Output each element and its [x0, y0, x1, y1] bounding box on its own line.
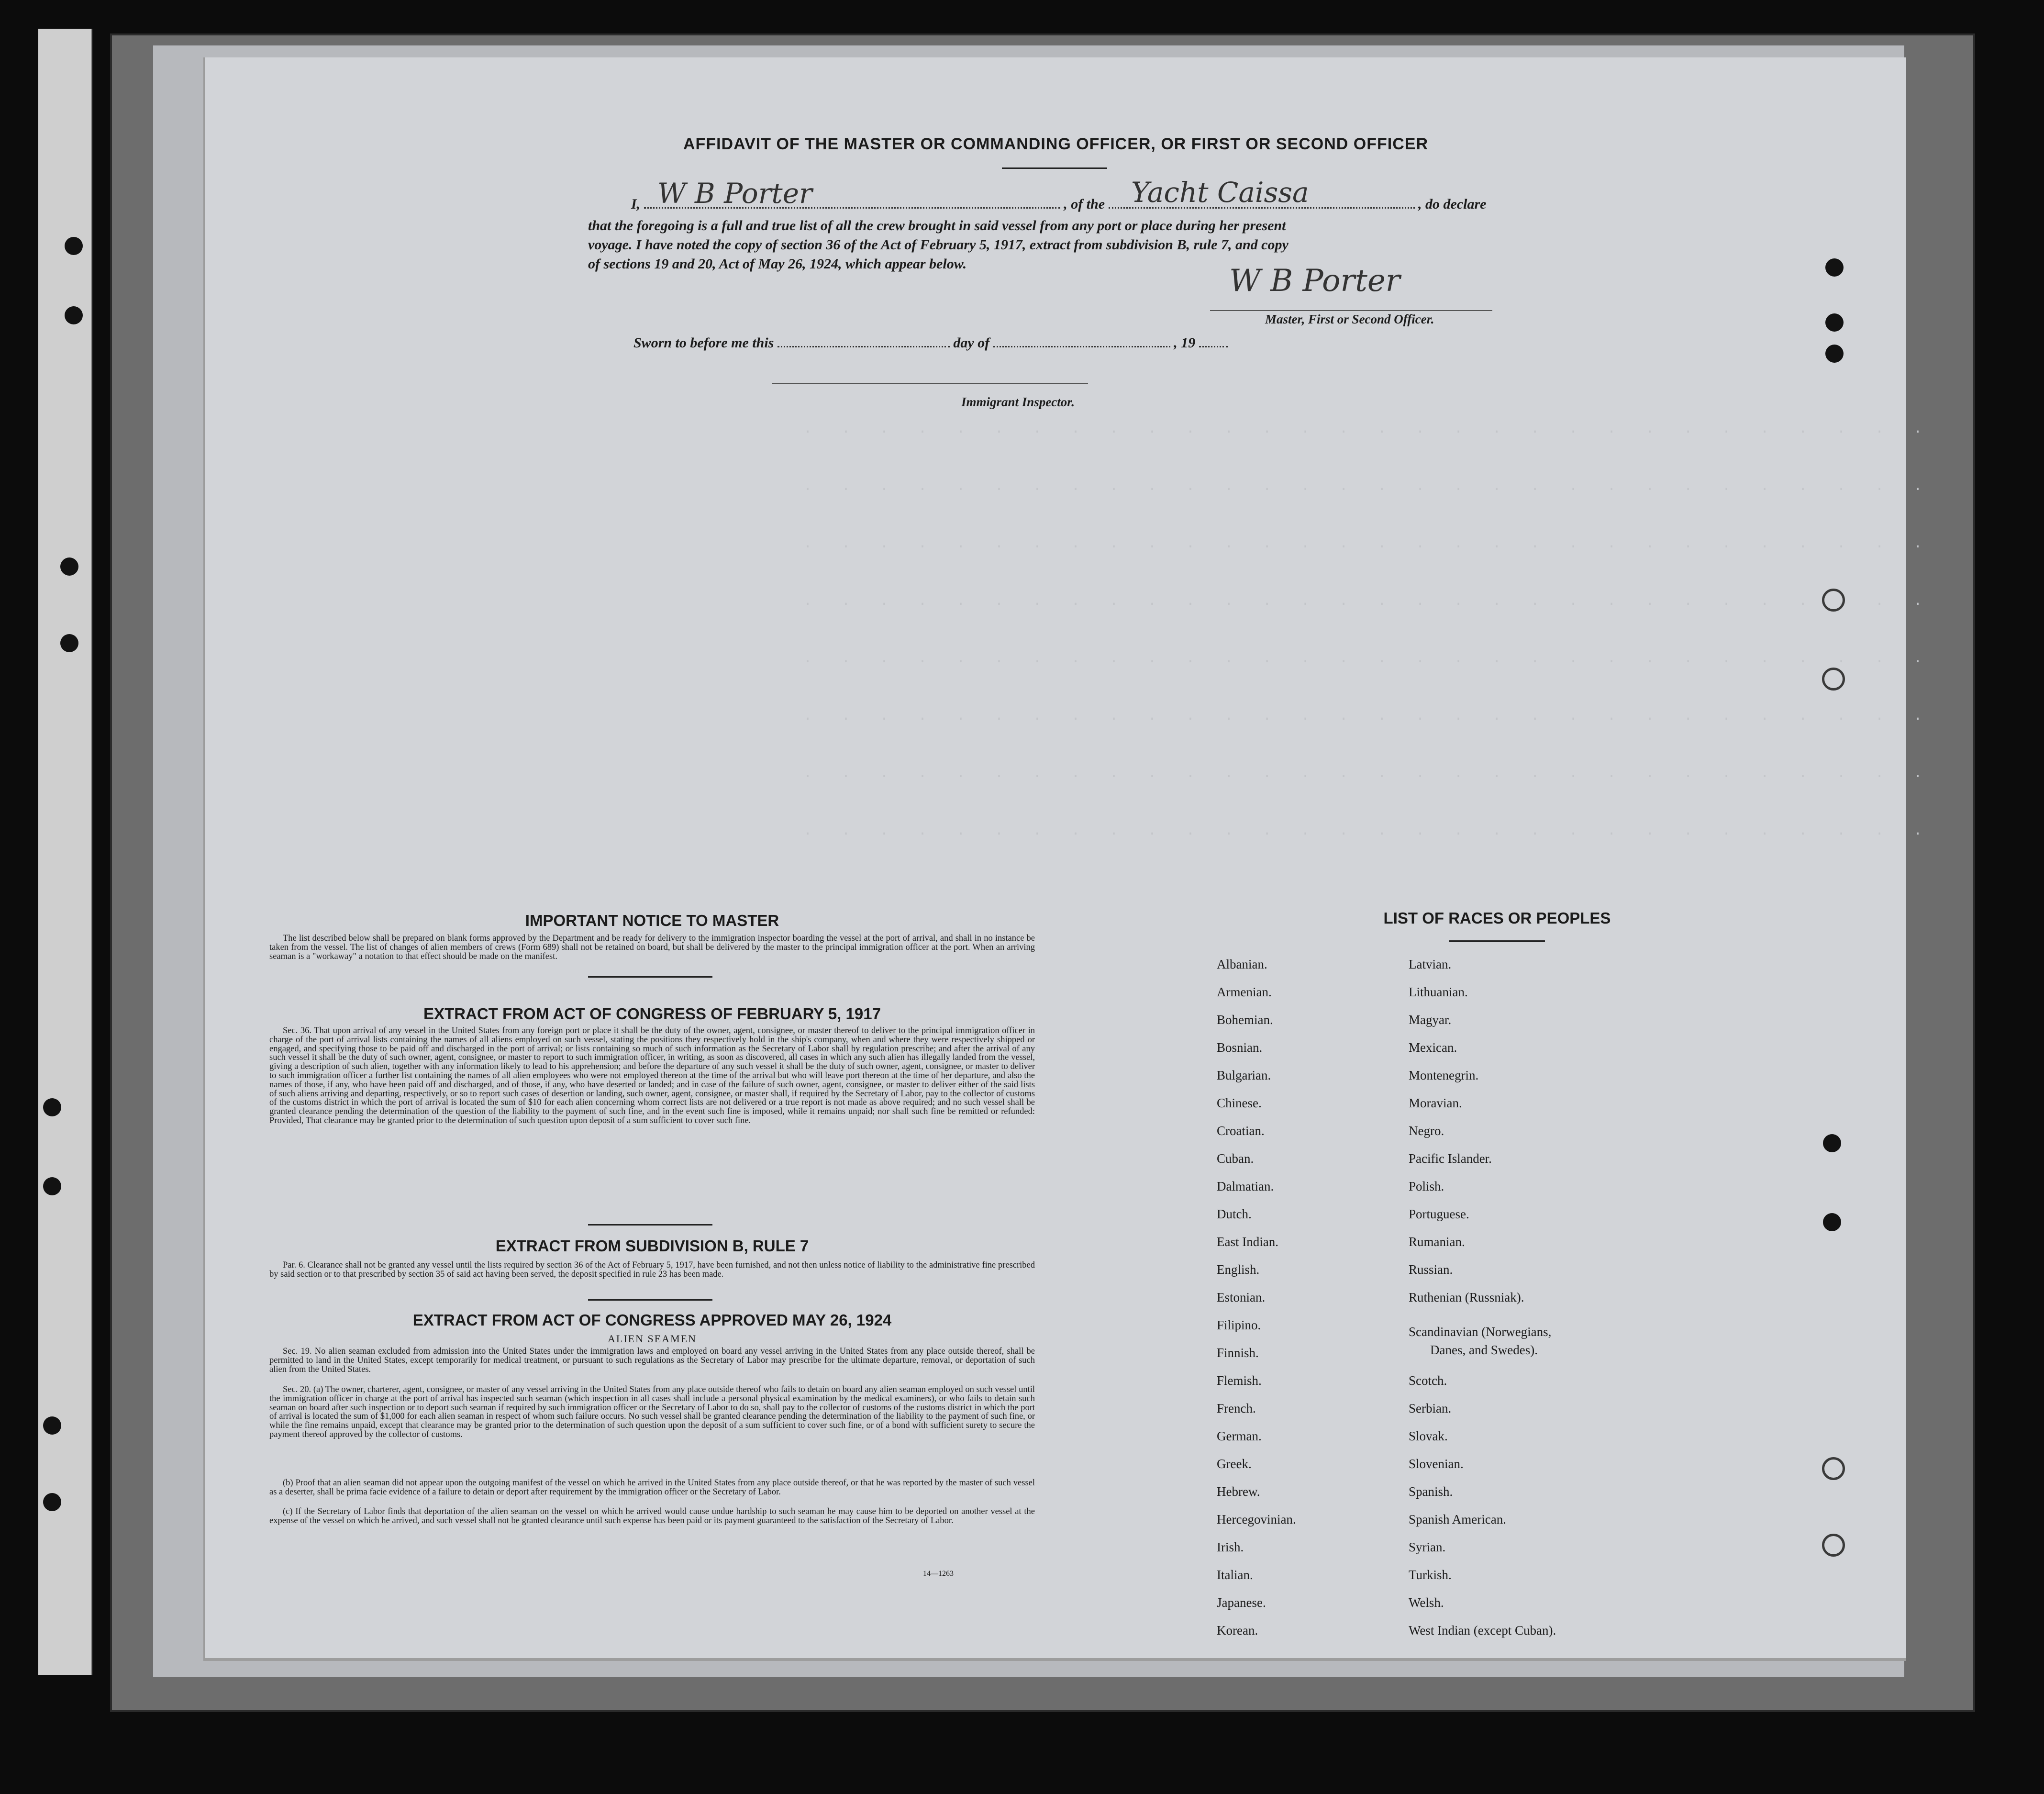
- binder-hole: [1822, 1457, 1845, 1480]
- race-item: Italian.: [1217, 1568, 1253, 1582]
- race-item: Flemish.: [1217, 1373, 1262, 1388]
- race-item: Syrian.: [1409, 1540, 1446, 1554]
- declaration-prefix: I,: [631, 196, 641, 212]
- notice-text: The list described below shall be prepared on blank forms approved by the Department and be ready for delivery to the immigration inspector boarding the vessel at the port of arrival, and shall in no instance be taken from the vessel. The list of changes of alien members of crews (Form 689) shall not be retained on board, but shall be delivered by the master to the principal immigration officer at the port. When an arriving seaman is a "workaway" a notation to that effect should be made on the manifest.: [269, 934, 1035, 961]
- race-item: Hebrew.: [1217, 1484, 1260, 1499]
- sec20c-text: (c) If the Secretary of Labor finds that deportation of the alien seaman on the vessel on which he arrived would cause undue hardship to such seaman he may cause him to be deported on another vessel at the expense of the vessel on which he arrived, and such vessel shall not be granted clearance until such expense has been paid or its payment guaranteed to the satisfaction of the Secretary of Labor.: [269, 1507, 1035, 1526]
- extract-1924-heading: EXTRACT FROM ACT OF CONGRESS APPROVED MAY 26, 1924: [412, 1311, 892, 1329]
- race-item: French.: [1217, 1401, 1256, 1415]
- race-item: Cuban.: [1217, 1151, 1254, 1166]
- divider: [1449, 940, 1545, 942]
- inspector-caption: Immigrant Inspector.: [961, 395, 1075, 409]
- race-item: Negro.: [1409, 1124, 1444, 1138]
- race-item: Polish.: [1409, 1179, 1444, 1193]
- race-item: Finnish.: [1217, 1346, 1259, 1360]
- race-item: Lithuanian.: [1409, 985, 1468, 999]
- binder-hole: [60, 557, 78, 576]
- race-item: Bulgarian.: [1217, 1068, 1271, 1082]
- sworn-prefix: Sworn to before me this: [633, 335, 774, 351]
- sec20b-text: (b) Proof that an alien seaman did not appear upon the outgoing manifest of the vessel on which he arrived in the United States from any place outside thereof, or that he was reported by the master of such vessel as a deserter, shall be prima facie evidence of a failure to detain or deport after requirement by the immigration officer or the Secretary of Labor.: [269, 1478, 1035, 1497]
- divider: [588, 1299, 712, 1301]
- race-item: Welsh.: [1409, 1595, 1444, 1610]
- binder-hole: [1822, 668, 1845, 691]
- divider: [588, 1224, 712, 1226]
- race-item: Korean.: [1217, 1623, 1258, 1638]
- race-item: Magyar.: [1409, 1013, 1452, 1027]
- bleed-through-rows: . . . . . . . . . . . . . . . . . . . . . . . . . . . . . .: [803, 479, 1933, 495]
- race-item: Montenegrin.: [1409, 1068, 1479, 1082]
- rule7-heading: EXTRACT FROM SUBDIVISION B, RULE 7: [495, 1237, 809, 1255]
- race-item: Scotch.: [1409, 1373, 1447, 1388]
- form-page: [203, 57, 1933, 1661]
- sworn-day-label: day of: [953, 335, 990, 351]
- bleed-through-rows: . . . . . . . . . . . . . . . . . . . . . . . . . . . . . .: [803, 708, 1933, 724]
- race-item: Scandinavian (Norwegians,: [1409, 1325, 1552, 1339]
- binder-hole: [43, 1098, 61, 1116]
- form-code: 14—1263: [923, 1570, 954, 1578]
- bleed-through-rows: . . . . . . . . . . . . . . . . . . . . . . . . . . . . . .: [803, 651, 1933, 667]
- inspector-signature-line: [772, 383, 1088, 384]
- sworn-date-field[interactable]: [778, 346, 950, 347]
- binder-hole: [1825, 345, 1844, 363]
- race-item: Rumanian.: [1409, 1235, 1465, 1249]
- sworn-year-field[interactable]: [1199, 346, 1228, 347]
- binder-hole: [43, 1177, 61, 1195]
- sworn-line: [633, 335, 1228, 351]
- race-item: Turkish.: [1409, 1568, 1452, 1582]
- race-item: Moravian.: [1409, 1096, 1462, 1110]
- race-item: Slovak.: [1409, 1429, 1448, 1443]
- race-item: Mexican.: [1409, 1040, 1457, 1055]
- race-item: Greek.: [1217, 1457, 1252, 1471]
- race-item: German.: [1217, 1429, 1262, 1443]
- race-item: Irish.: [1217, 1540, 1244, 1554]
- race-item: Dalmatian.: [1217, 1179, 1274, 1193]
- sec19-text: Sec. 19. No alien seaman excluded from admission into the United States under the immigration laws and employed on board any vessel arriving in the United States from any place outside thereof, shall be permitted to land in the United States, except temporarily for medical treatment, or pursuant to such regulations as the Secretary of Labor may prescribe for the ultimate departure, removal, or deportation of such alien from the United States.: [269, 1347, 1035, 1374]
- race-item: Filipino.: [1217, 1318, 1261, 1332]
- master-signature: W B Porter: [1229, 263, 1400, 299]
- divider: [588, 976, 712, 978]
- binder-hole: [65, 306, 83, 324]
- race-item: Bohemian.: [1217, 1013, 1273, 1027]
- rule7-text: Par. 6. Clearance shall not be granted any vessel until the lists required by section 36 of the Act of February 5, 1917, have been furnished, and not then unless notice of liability to the administrative fine prescribed by said section or to that prescribed by section 35 of said act having been served, the deposit specified in rule 23 has been made.: [269, 1260, 1035, 1279]
- bleed-through-rows: . . . . . . . . . . . . . . . . . . . . . . . . . . . . . .: [803, 536, 1933, 552]
- race-item: Ruthenian (Russniak).: [1409, 1290, 1524, 1304]
- race-item: Portuguese.: [1409, 1207, 1469, 1221]
- race-item: Japanese.: [1217, 1595, 1266, 1610]
- race-item: Bosnian.: [1217, 1040, 1263, 1055]
- race-item: Dutch.: [1217, 1207, 1252, 1221]
- race-item: English.: [1217, 1262, 1260, 1277]
- race-item: West Indian (except Cuban).: [1409, 1623, 1556, 1638]
- race-item: Hercegovinian.: [1217, 1512, 1296, 1527]
- vessel-name-handwriting: Yacht Caissa: [1131, 176, 1309, 209]
- binder-hole: [1823, 1134, 1841, 1152]
- master-name-handwriting: W B Porter: [657, 177, 812, 210]
- binder-hole: [43, 1416, 61, 1435]
- race-item: Pacific Islander.: [1409, 1151, 1492, 1166]
- declaration-line-4: of sections 19 and 20, Act of May 26, 1924, which appear below.: [588, 256, 967, 272]
- heading-rule: [1002, 167, 1107, 169]
- binder-hole: [1825, 258, 1844, 277]
- race-item: Russian.: [1409, 1262, 1453, 1277]
- race-item: Serbian.: [1409, 1401, 1452, 1415]
- bleed-through-rows: . . . . . . . . . . . . . . . . . . . . . . . . . . . . . .: [803, 823, 1933, 839]
- notice-heading: IMPORTANT NOTICE TO MASTER: [525, 912, 779, 929]
- declaration-suffix: , do declare: [1418, 196, 1487, 212]
- races-heading: LIST OF RACES OR PEOPLES: [1383, 909, 1611, 927]
- race-item: Slovenian.: [1409, 1457, 1464, 1471]
- binder-hole: [1825, 313, 1844, 332]
- race-item: Latvian.: [1409, 957, 1452, 971]
- sworn-month-field[interactable]: [993, 346, 1170, 347]
- race-item: Estonian.: [1217, 1290, 1266, 1304]
- race-item: Spanish American.: [1409, 1512, 1506, 1527]
- race-item: Danes, and Swedes).: [1430, 1343, 1538, 1357]
- extract-1917-text: Sec. 36. That upon arrival of any vessel in the United States from any foreign port or place it shall be the duty of the owner, agent, consignee, or master thereof to deliver to the principal immigration officer in charge of the port of arrival lists containing the names of all aliens employed on such vessel, stating the positions they respectively hold in the ship's company, when and where they were respectively shipped or engaged, and specifying those to be paid off and discharged in the port of arrival; or lists containing so much of such information as the Secretary of Labor shall by regulation prescribe; and after the arrival of any such vessel it shall be the duty of such owner, agent, consignee, or master to report to such immigration officer, in writing, as soon as discovered, all cases in which any such alien has illegally landed from the vessel, giving a description of such alien, together with any information likely to lead to his apprehension; and before the departure of any such vessel it shall be the duty of such owner, agent, consignee, or master to deliver to such immigration officer a further list containing the names of all alien employees who were not employed thereon at the time of the arrival but who will leave port thereon at the time of her departure, and also the names of those, if any, who have been paid off and discharged, and of those, if any, who have deserted or landed; and in case of the failure of such owner, agent, consignee, or master to deliver either of the said lists of such aliens arriving and departing, respectively, or so to report such cases of desertion or landing, such owner, agent, consignee, or master shall, if required by the Secretary of Labor, pay to the collector of customs of the customs district in which the port of arrival is located the sum of $10 for each alien concerning whom correct lists are not delivered or a true report is not made as above required; and no such vessel shall be granted clearance pending the determination of the question of the liability to the payment of such fine, and in the event such fine is imposed, while it remains unpaid; nor shall such fine be remitted or refunded: Provided, That clearance may be granted prior to the determination of such question upon deposit of a sum sufficient to cover such fine.: [269, 1026, 1035, 1125]
- declaration-line-3: voyage. I have noted the copy of section 36 of the Act of February 5, 1917, extract from subdivision B, rule 7, and copy: [588, 237, 1289, 253]
- race-item: Armenian.: [1217, 985, 1272, 999]
- race-item: Albanian.: [1217, 957, 1267, 971]
- binder-hole: [60, 634, 78, 652]
- binder-hole: [1822, 589, 1845, 612]
- binder-hole: [43, 1493, 61, 1511]
- signature-line: [1210, 310, 1492, 311]
- declaration-mid: , of the: [1064, 196, 1105, 212]
- race-item: Croatian.: [1217, 1124, 1265, 1138]
- binder-hole: [1823, 1213, 1841, 1231]
- bleed-through-rows: . . . . . . . . . . . . . . . . . . . . . . . . . . . . . .: [803, 421, 1933, 437]
- race-item: Spanish.: [1409, 1484, 1453, 1499]
- extract-1917-heading: EXTRACT FROM ACT OF CONGRESS OF FEBRUARY 5, 1917: [423, 1005, 881, 1023]
- signature-caption: Master, First or Second Officer.: [1265, 312, 1434, 326]
- bleed-through-rows: . . . . . . . . . . . . . . . . . . . . . . . . . . . . . .: [803, 766, 1933, 782]
- race-item: Chinese.: [1217, 1096, 1262, 1110]
- binder-hole: [1822, 1534, 1845, 1557]
- binder-hole: [65, 237, 83, 255]
- alien-seamen-subheading: ALIEN SEAMEN: [608, 1333, 697, 1345]
- race-item: East Indian.: [1217, 1235, 1278, 1249]
- sworn-year-label: , 19: [1174, 335, 1196, 351]
- declaration-line-2: that the foregoing is a full and true list of all the crew brought in said vessel from any port or place during her present: [588, 218, 1286, 234]
- affidavit-heading: AFFIDAVIT OF THE MASTER OR COMMANDING OFFICER, OR FIRST OR SECOND OFFICER: [683, 135, 1428, 153]
- sec20a-text: Sec. 20. (a) The owner, charterer, agent, consignee, or master of any vessel arriving in the United States from any place outside thereof who fails to detain on board any alien seaman employed on such vessel until the immigration officer in charge at the port of arrival has inspected such seaman (which inspection in all cases shall include a personal physical examination by the medical examiners), or who fails to detain such seaman on board after such inspection or to deport such seaman if required by such immigration officer or the Secretary of Labor to do so, shall pay to the collector of customs of the customs district in which the port of arrival is located the sum of $1,000 for each alien seaman in respect of whom such failure occurs. No such vessel shall be granted clearance pending the determination of the liability to the payment of such fine, or while the fine remains unpaid, except that clearance may be granted prior to the determination of such question upon the deposit of a sum sufficient to cover such fine, or of a bond with sufficient surety to secure the payment thereof approved by the collector of customs.: [269, 1385, 1035, 1439]
- bleed-through-rows: . . . . . . . . . . . . . . . . . . . . . . . . . . . . . .: [803, 593, 1933, 610]
